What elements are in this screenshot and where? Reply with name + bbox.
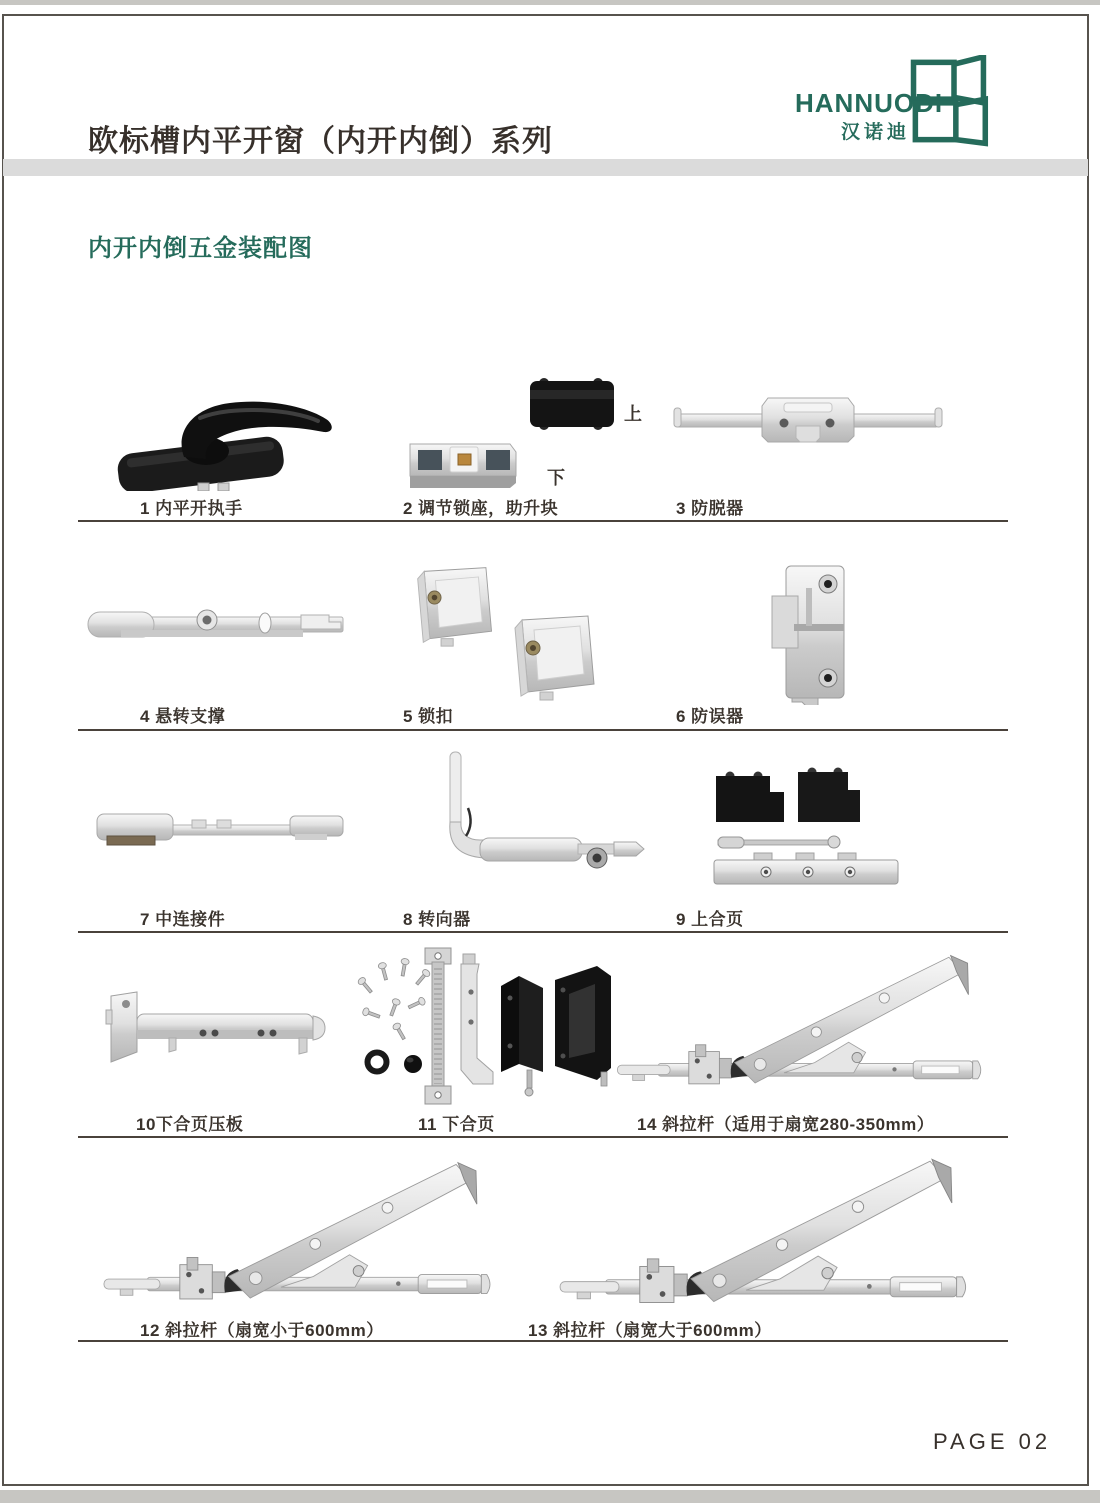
product-photo-middle-connector	[95, 806, 347, 860]
title-underline-bar	[3, 159, 1088, 176]
item-label-9: 9 上合页	[676, 910, 744, 929]
product-photo-pivot-support	[85, 597, 349, 654]
annotation-down: 下	[547, 468, 565, 488]
section-title: 内开内倒五金装配图	[88, 235, 313, 262]
item-label-5: 5 锁扣	[403, 707, 454, 726]
item-label-12: 12 斜拉杆（扇宽小于600mm）	[140, 1321, 384, 1340]
item-label-4: 4 悬转支撑	[140, 707, 226, 726]
product-photo-lock-catch-2	[512, 609, 600, 703]
product-photo-stay-280-350	[614, 933, 988, 1103]
product-photo-lift-block	[524, 374, 620, 434]
product-photo-mis-operation	[764, 562, 864, 705]
brand-name-cn: 汉诺迪	[841, 122, 911, 143]
brand-logo	[795, 55, 1000, 147]
annotation-up: 上	[624, 404, 642, 424]
item-label-1: 1 内平开执手	[140, 499, 243, 518]
bottom-strip	[0, 1490, 1100, 1503]
brand-name: HANNUODI	[795, 88, 944, 118]
product-photo-keeper	[406, 438, 520, 490]
product-photo-handle	[112, 385, 344, 491]
item-label-13: 13 斜拉杆（扇宽大于600mm）	[528, 1321, 772, 1340]
product-photo-corner-drive	[428, 750, 646, 886]
product-photo-bottom-hinge-plate	[103, 986, 329, 1078]
item-label-7: 7 中连接件	[140, 910, 226, 929]
item-label-14: 14 斜拉杆（适用于扇宽280-350mm）	[637, 1115, 935, 1134]
page-title: 欧标槽内平开窗（内开内倒）系列	[88, 125, 553, 158]
row-divider	[78, 729, 1008, 731]
item-label-2: 2 调节锁座，助升块	[403, 499, 559, 518]
item-label-8: 8 转向器	[403, 910, 471, 929]
window-logo-icon	[908, 55, 1000, 147]
product-photo-lock-catch-1	[412, 562, 500, 648]
page-number: PAGE 02	[933, 1429, 1052, 1454]
top-strip	[0, 0, 1100, 5]
item-label-11: 11 下合页	[418, 1115, 495, 1134]
item-label-3: 3 防脱器	[676, 499, 744, 518]
product-photo-bottom-hinge	[355, 946, 631, 1108]
item-label-6: 6 防误器	[676, 707, 744, 726]
item-label-10: 10下合页压板	[136, 1115, 244, 1134]
row-divider	[78, 1136, 1008, 1138]
product-photo-top-hinge	[710, 764, 912, 892]
product-photo-stay-under-600	[80, 1150, 518, 1308]
row-divider	[78, 520, 1008, 522]
product-photo-anti-drop	[672, 392, 944, 450]
product-photo-stay-over-600	[518, 1146, 1012, 1312]
